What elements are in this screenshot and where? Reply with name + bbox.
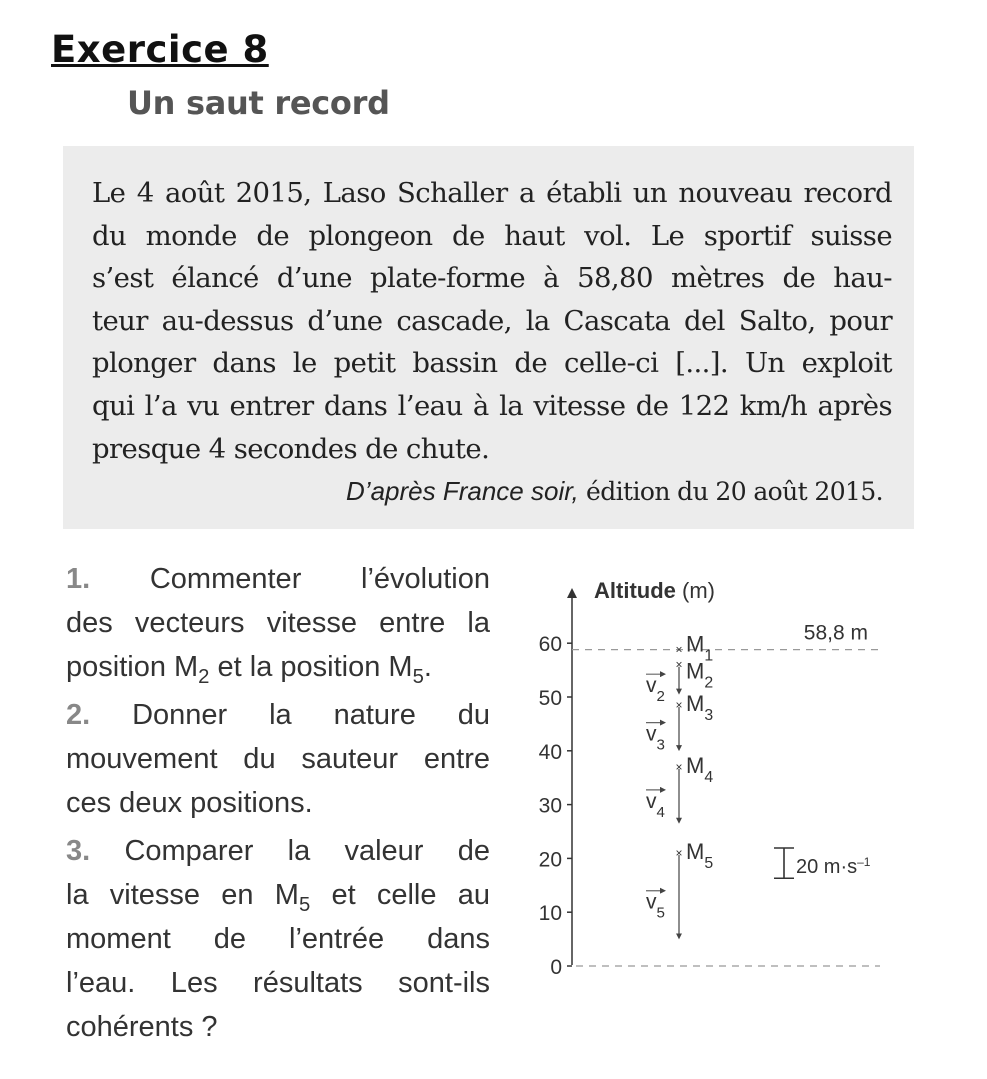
question-number: 1. (66, 563, 91, 595)
record-label (804, 622, 868, 645)
y-axis-label-part: (m) (675, 578, 715, 603)
question-3 (66, 829, 490, 1049)
quote-line: plonger dans le petit bassin de celle-ci [...]. Un exploit (92, 347, 892, 380)
vector-label-part: v (646, 674, 657, 698)
question-1 (66, 557, 490, 689)
source-italic: D’après France soir, (346, 476, 579, 506)
quote-line: Le 4 août 2015, Laso Schaller a établi un nouveau record (92, 177, 892, 209)
question-text: position M (66, 651, 199, 683)
quote-line: qui l’a vu entrer dans l’eau à la vitesse de 122 km/h après (92, 389, 892, 422)
y-tick-label (539, 687, 562, 710)
y-tick-label (539, 633, 562, 656)
question-2-line (66, 693, 490, 737)
question-3-line (66, 829, 490, 873)
question-3-line: l’eau. Les résultats sont-ils (66, 967, 490, 999)
point-label-part: 4 (704, 768, 714, 786)
point-label-part: M (686, 839, 705, 865)
vector-label-part: v (646, 722, 657, 746)
exercise-subtitle: Un saut record (127, 84, 390, 122)
altitude-chart (500, 560, 900, 990)
point-label-part: 5 (704, 854, 714, 872)
question-3-line: moment de l’entrée dans (66, 923, 490, 955)
point-marker: × (675, 698, 683, 713)
question-3-line: cohérents ? (66, 1011, 218, 1043)
vector-label-part: 2 (656, 687, 665, 705)
source-rest: édition du 20 août 2015. (578, 477, 883, 506)
subscript: 5 (412, 665, 424, 688)
record-label-part: 58,8 m (803, 621, 868, 645)
question-number: 2. (66, 699, 91, 731)
scale-label-part: 20 m·s (796, 856, 858, 878)
vector-label-part: v (646, 789, 657, 813)
exercise-title: Exercice 8 (51, 28, 269, 71)
question-text: Comparer la valeur de (90, 835, 490, 867)
y-tick-label-part: 30 (538, 794, 562, 818)
y-tick-label (539, 848, 562, 871)
point-label (686, 839, 713, 872)
point-label-part: M (686, 631, 705, 657)
y-tick-label (539, 795, 562, 818)
question-text: Commenter l’évolution (90, 563, 490, 595)
quote-line: s’est élancé d’une plate-forme à 58,80 mètres de hau- (92, 262, 892, 295)
scale-label-part: –1 (857, 855, 871, 869)
y-tick-label-part: 0 (550, 956, 562, 979)
vector-label-part: 3 (656, 736, 665, 754)
quote-line: teur au-dessus d’une cascade, la Cascata del Salto, pour (92, 304, 892, 337)
y-tick-label (539, 902, 562, 925)
y-tick-label-part: 10 (538, 902, 562, 926)
point-label-part: 3 (704, 706, 714, 724)
y-axis-label-part: Altitude (594, 578, 676, 603)
point-label (686, 691, 713, 724)
question-2-line: mouvement du sauteur entre (66, 743, 490, 775)
question-text: et la position M (209, 651, 413, 683)
vector-label (646, 891, 665, 922)
question-3-line (66, 873, 490, 917)
question-2 (66, 693, 490, 825)
questions (66, 557, 490, 1053)
quote-line: du monde de plongeon de haut vol. Le sportif suisse (92, 219, 892, 252)
y-tick-label-part: 40 (538, 740, 562, 764)
vector-label (646, 790, 665, 821)
point-marker: × (675, 759, 683, 774)
question-1-line: des vecteurs vitesse entre la (66, 607, 490, 639)
question-1-line (66, 557, 490, 601)
question-1-line (66, 645, 490, 689)
y-tick-label (550, 956, 562, 979)
vector-label (646, 723, 665, 754)
point-marker: × (675, 657, 683, 672)
question-text: la vitesse en M (66, 879, 299, 911)
question-2-line: ces deux positions. (66, 787, 313, 819)
scale-label (796, 855, 871, 878)
vector-label (646, 674, 665, 705)
question-text: Donner la nature du (90, 699, 490, 731)
point-label-part: M (686, 691, 705, 717)
point-label (686, 753, 713, 786)
question-text: et celle au (310, 879, 490, 911)
point-marker: × (675, 846, 683, 861)
y-axis-arrow (567, 588, 577, 598)
y-tick-label-part: 50 (538, 687, 562, 710)
subscript: 5 (298, 893, 311, 916)
point-label-part: M (686, 658, 705, 684)
subscript: 2 (198, 665, 210, 688)
quote-line: presque 4 secondes de chute. (92, 432, 490, 465)
vector-label-part: v (646, 890, 657, 914)
point-label-part: M (686, 752, 705, 778)
question-text: . (423, 651, 432, 683)
quote-text (92, 172, 892, 470)
question-number: 3. (66, 835, 91, 867)
point-marker: × (675, 642, 683, 657)
point-label-part: 2 (704, 674, 714, 692)
vector-label-part: 5 (656, 904, 665, 922)
y-tick-label-part: 20 (538, 848, 562, 872)
marks-layer (646, 632, 871, 937)
y-axis-label (594, 578, 715, 603)
vector-label-part: 4 (656, 803, 665, 821)
y-tick-label (539, 741, 562, 764)
quote-source (346, 476, 883, 507)
y-tick-label-part: 60 (538, 633, 562, 657)
point-label-part: 1 (704, 647, 714, 665)
